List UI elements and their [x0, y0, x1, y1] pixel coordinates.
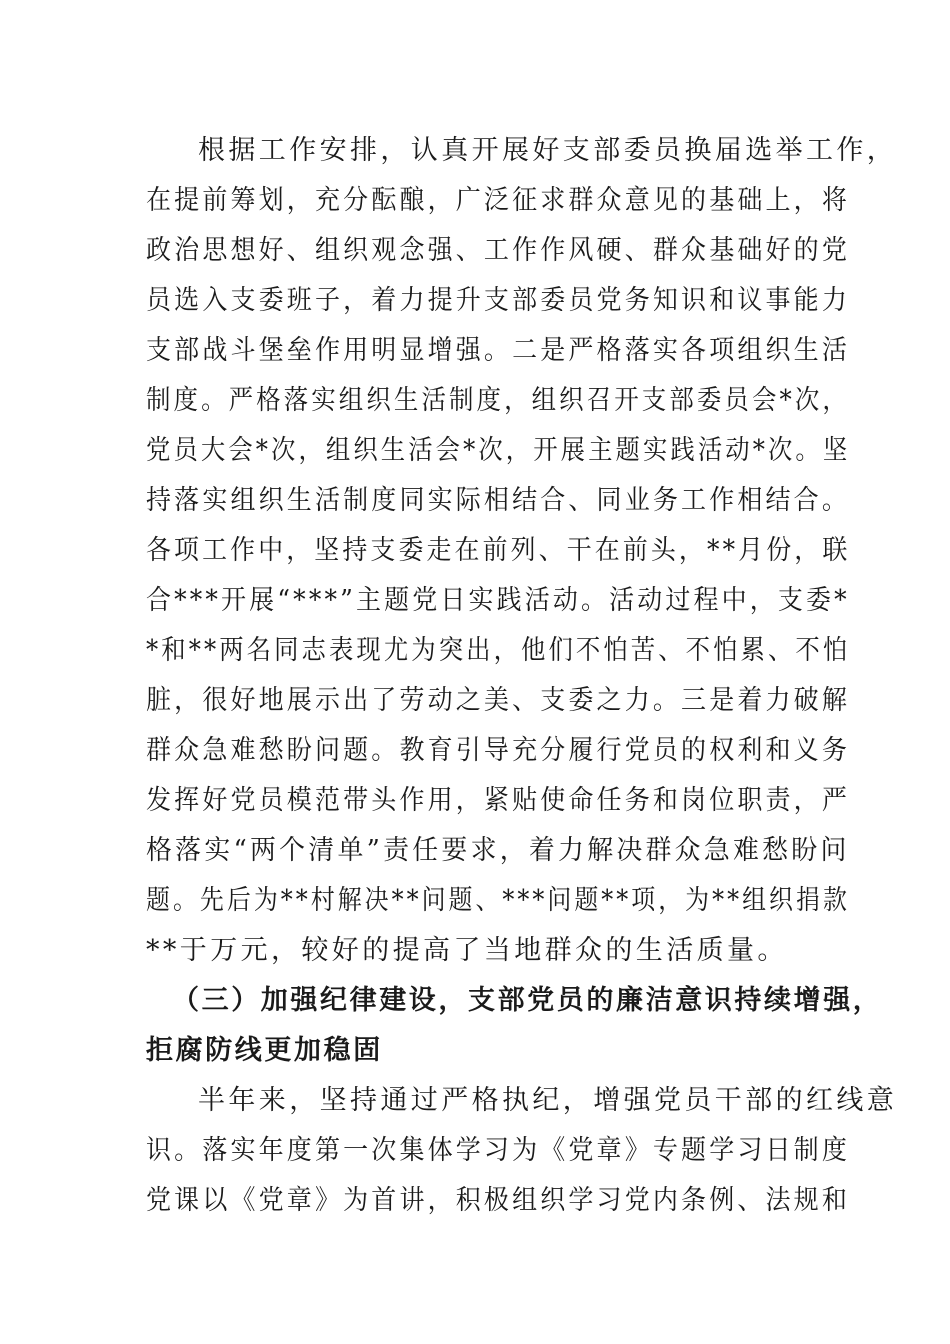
paragraph-1-line-2: 在提前筹划，充分酝酿，广泛征求群众意见的基础上，将	[146, 185, 850, 216]
paragraph-2-line-1: 半年来，坚持通过严格执纪，增强党员干部的红线意	[198, 1085, 898, 1116]
paragraph-1-line-9: 各项工作中，坚持支委走在前列、干在前头，**月份，联	[146, 535, 851, 566]
paragraph-1-line-1: 根据工作安排，认真开展好支部委员换届选举工作，	[198, 135, 898, 166]
paragraph-1-line-7: 党员大会*次，组织生活会*次，开展主题实践活动*次。坚	[146, 435, 851, 466]
paragraph-1-line-5: 支部战斗堡垒作用明显增强。二是严格落实各项组织生活	[146, 335, 850, 366]
paragraph-1-line-10: 合***开展“***”主题党日实践活动。活动过程中，支委*	[146, 585, 850, 616]
paragraph-1-line-4: 员选入支委班子，着力提升支部委员党务知识和议事能力	[146, 285, 850, 316]
paragraph-1-line-13: 群众急难愁盼问题。教育引导充分履行党员的权利和义务	[146, 735, 850, 766]
paragraph-1-line-6: 制度。严格落实组织生活制度，组织召开支部委员会*次，	[146, 385, 850, 416]
paragraph-1-line-17: **于万元，较好的提高了当地群众的生活质量。	[146, 935, 788, 966]
paragraph-2-line-2: 识。落实年度第一次集体学习为《党章》专题学习日制度	[146, 1135, 850, 1166]
paragraph-1-line-14: 发挥好党员模范带头作用，紧贴使命任务和岗位职责，严	[146, 785, 850, 816]
paragraph-1-line-11: *和**两名同志表现尤为突出，他们不怕苦、不怕累、不怕	[146, 635, 851, 666]
paragraph-2-line-3: 党课以《党章》为首讲，积极组织学习党内条例、法规和	[146, 1185, 850, 1216]
section-heading-line-2: 拒腐防线更加稳固	[146, 1035, 383, 1066]
paragraph-1-line-16: 题。先后为**村解决**问题、***问题**项，为**组织捐款	[146, 885, 850, 916]
paragraph-1-line-15: 格落实“两个清单”责任要求，着力解决群众急难愁盼问	[146, 835, 850, 866]
paragraph-1-line-12: 脏，很好地展示出了劳动之美、支委之力。三是着力破解	[146, 685, 850, 716]
paragraph-1-line-8: 持落实组织生活制度同实际相结合、同业务工作相结合。	[146, 485, 850, 516]
paragraph-1-line-3: 政治思想好、组织观念强、工作作风硬、群众基础好的党	[146, 235, 850, 266]
section-heading-line-1: （三）加强纪律建设，支部党员的廉洁意识持续增强，	[172, 985, 883, 1016]
